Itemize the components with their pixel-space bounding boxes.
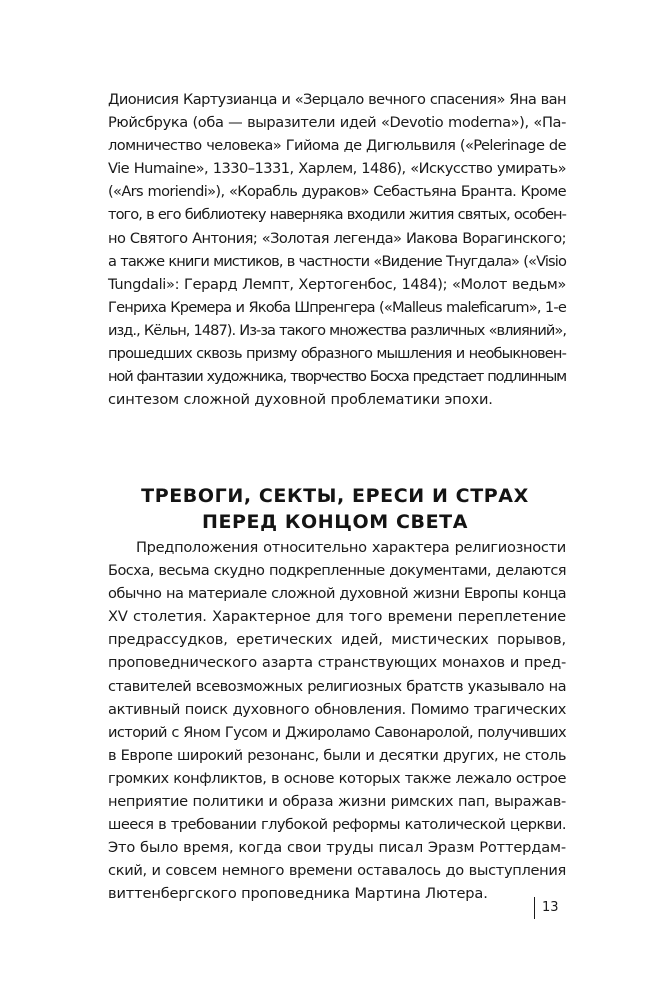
text-line: ной фантазии художника, творчество Босха предстает подлинным bbox=[108, 368, 566, 386]
text-line: ставителей всевозможных религиозных братств указывало на bbox=[108, 677, 566, 695]
text-line: того, в его библиотеку наверняка входили жития святых, особен- bbox=[108, 206, 566, 224]
section-heading bbox=[60, 483, 610, 535]
text-line: Vie Humaine», 1330–1331, Харлем, 1486), «Искусство умирать» bbox=[108, 160, 566, 178]
text-line: («Ars moriendi»), «Корабль дураков» Себастьяна Бранта. Кроме bbox=[108, 183, 566, 201]
text-line: синтезом сложной духовной проблематики эпохи. bbox=[108, 391, 493, 409]
text-line: ломничество человека» Гийома де Дигюльвиля («Pelerinage de bbox=[108, 137, 566, 155]
section-heading-line-1: ТРЕВОГИ, СЕКТЫ, ЕРЕСИ И СТРАХ bbox=[141, 484, 529, 507]
paragraph-section-body bbox=[108, 536, 566, 906]
text-line: Дионисия Картузианца и «Зерцало вечного спасения» Яна ван bbox=[108, 91, 566, 108]
page-number: 13 bbox=[534, 897, 559, 919]
text-line: проповеднического азарта странствующих монахов и пред- bbox=[108, 654, 566, 672]
text-line: в Европе широкий резонанс, были и десятки других, не столь bbox=[108, 746, 566, 764]
text-line: XV столетия. Характерное для того времени переплетение bbox=[108, 608, 566, 626]
text-line: прошедших сквозь призму образного мышления и необыкновен- bbox=[108, 345, 566, 363]
section-heading-line-2: ПЕРЕД КОНЦОМ СВЕТА bbox=[201, 510, 469, 533]
paragraph-continued bbox=[108, 88, 566, 411]
text-line: а также книги мистиков, в частности «Видение Тнугдала» («Visio bbox=[108, 252, 566, 270]
text-line: предрассудков, еретических идей, мистических порывов, bbox=[108, 631, 566, 649]
text-line: Это было время, когда свои труды писал Эразм Роттердам- bbox=[108, 839, 566, 857]
text-line: Предположения относительно характера религиозности bbox=[136, 539, 566, 556]
text-line: ский, и совсем немного времени оставалось до выступления bbox=[108, 862, 566, 880]
text-line: но Святого Антония; «Золотая легенда» Иакова Ворагинского; bbox=[108, 229, 566, 247]
text-line: громких конфликтов, в основе которых также лежало острое bbox=[108, 769, 566, 787]
text-line: историй с Яном Гусом и Джироламо Савонаролой, получивших bbox=[108, 723, 566, 741]
text-line: Генриха Кремера и Якоба Шпренгера («Malleus maleficarum», 1-е bbox=[108, 298, 566, 316]
text-line: неприятие политики и образа жизни римских пап, выражав- bbox=[108, 793, 566, 811]
text-line: активный поиск духовного обновления. Помимо трагических bbox=[108, 700, 566, 718]
text-line: изд., Кёльн, 1487). Из-за такого множества различных «влияний», bbox=[108, 321, 566, 339]
text-line: виттенбергского проповедника Мартина Лютера. bbox=[108, 885, 488, 903]
text-line: Tungdali»: Герард Лемпт, Хертогенбос, 1484); «Молот ведьм» bbox=[108, 275, 566, 293]
text-line: обычно на материале сложной духовной жизни Европы конца bbox=[108, 585, 566, 603]
text-line: Босха, весьма скудно подкрепленные документами, делаются bbox=[108, 562, 566, 580]
text-line: шееся в требовании глубокой реформы католической церкви. bbox=[108, 816, 566, 834]
text-line: Рюйсбрука (оба — выразители идей «Devotio moderna»), «Па- bbox=[108, 114, 566, 132]
